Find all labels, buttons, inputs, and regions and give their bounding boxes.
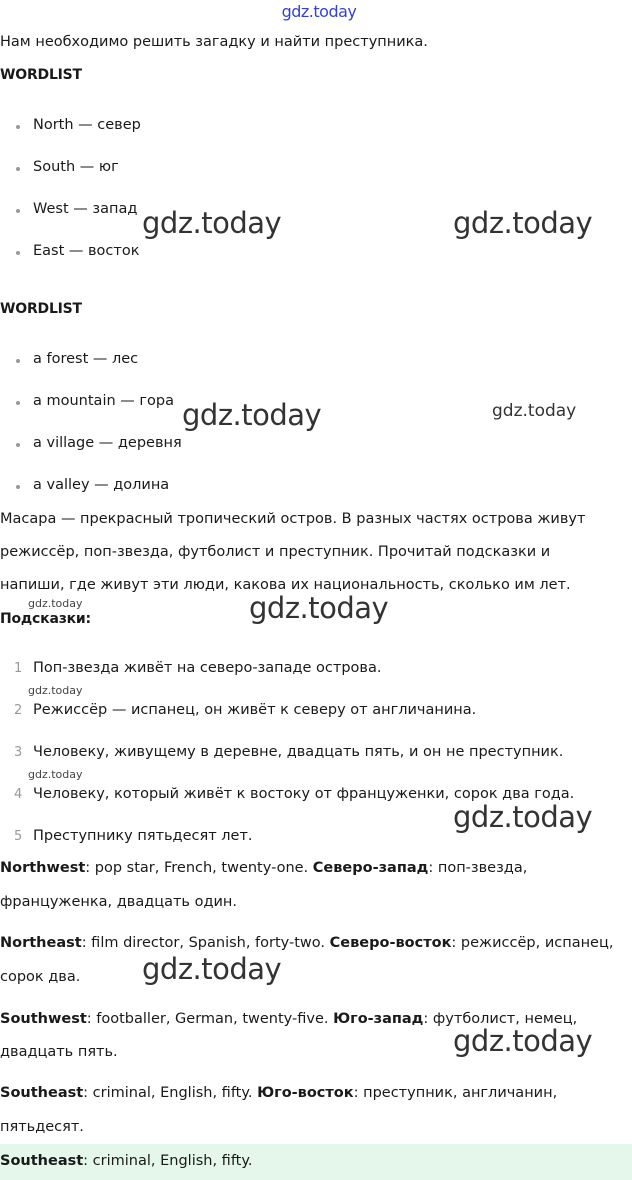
watermark: gdz.today <box>142 952 282 986</box>
watermark: gdz.today <box>28 684 83 697</box>
bullet-icon <box>16 359 20 363</box>
answer-text-ru: : режиссёр, испанец, <box>451 935 614 951</box>
final-answer-label: Southeast <box>0 1153 84 1169</box>
answer-line-2: француженка, двадцать один. <box>0 894 237 910</box>
answer-line-2: двадцать пять. <box>0 1044 118 1060</box>
answer-text-en: : footballer, German, twenty-five. <box>86 1011 334 1027</box>
answer-label-ru: Северо-восток <box>329 935 452 951</box>
watermark: gdz.today <box>453 206 593 240</box>
answer-text-en: : criminal, English, fifty. <box>83 1085 258 1101</box>
watermark: gdz.today <box>142 206 282 240</box>
answer-label-en: Southeast <box>0 1085 84 1101</box>
final-answer <box>0 1153 252 1169</box>
hint-item: Преступнику пятьдесят лет. <box>33 828 253 844</box>
answer-text-en: : film director, Spanish, forty-two. <box>81 935 330 951</box>
hint-item: Человеку, который живёт к востоку от француженки, сорок два года. <box>33 786 575 802</box>
wordlist-heading-2: WORDLIST <box>0 301 82 317</box>
task-line-3: напиши, где живут эти люди, какова их национальность, сколько им лет. <box>0 577 571 593</box>
watermark: gdz.today <box>453 800 593 834</box>
watermark: gdz.today <box>28 597 83 610</box>
wordlist-heading-1: WORDLIST <box>0 67 82 83</box>
answer-text-ru: : поп-звезда, <box>428 860 528 876</box>
answer-text-en: : pop star, French, twenty-one. <box>85 860 313 876</box>
answer-text-ru: : футболист, немец, <box>423 1011 578 1027</box>
hint-number: 4 <box>14 787 23 802</box>
hint-number: 5 <box>14 829 23 844</box>
hint-number: 3 <box>14 745 23 760</box>
bullet-icon <box>16 401 20 405</box>
intro-text: Нам необходимо решить загадку и найти преступника. <box>0 34 428 50</box>
bullet-icon <box>16 251 20 255</box>
site-logo[interactable]: gdz.today <box>281 2 357 21</box>
hint-item: Поп-звезда живёт на северо-западе острова. <box>33 660 382 676</box>
answer-label-en: Southwest <box>0 1011 87 1027</box>
hints-heading: Подсказки: <box>0 611 91 627</box>
answer-label-ru: Юго-восток <box>257 1085 354 1101</box>
answer-line-2: сорок два. <box>0 969 81 985</box>
bullet-icon <box>16 125 20 129</box>
answer-label-ru: Юго-запад <box>333 1011 424 1027</box>
hint-number: 1 <box>14 661 23 676</box>
answer-label-en: Northwest <box>0 860 86 876</box>
hint-number: 2 <box>14 703 23 718</box>
watermark: gdz.today <box>182 398 322 432</box>
answer-line-2: пятьдесят. <box>0 1119 84 1135</box>
task-line-2: режиссёр, поп-звезда, футболист и преступник. Прочитай подсказки и <box>0 544 551 560</box>
list-item: a village — деревня <box>33 435 182 451</box>
list-item: a valley — долина <box>33 477 170 493</box>
list-item: North — север <box>33 117 141 133</box>
bullet-icon <box>16 167 20 171</box>
watermark: gdz.today <box>249 591 389 625</box>
list-item: West — запад <box>33 201 138 217</box>
watermark: gdz.today <box>492 401 577 421</box>
bullet-icon <box>16 209 20 213</box>
answer-label-ru: Северо-запад <box>312 860 429 876</box>
hint-item: Человеку, живущему в деревне, двадцать пять, и он не преступник. <box>33 744 564 760</box>
final-answer-text: : criminal, English, fifty. <box>83 1153 253 1169</box>
watermark: gdz.today <box>28 768 83 781</box>
answer-text-ru: : преступник, англичанин, <box>353 1085 558 1101</box>
bullet-icon <box>16 443 20 447</box>
watermark: gdz.today <box>453 1024 593 1058</box>
list-item: a mountain — гора <box>33 393 174 409</box>
bullet-icon <box>16 485 20 489</box>
list-item: East — восток <box>33 243 140 259</box>
task-line-1: Масара — прекрасный тропический остров. В разных частях острова живут <box>0 511 586 527</box>
hint-item: Режиссёр — испанец, он живёт к северу от англичанина. <box>33 702 477 718</box>
list-item: South — юг <box>33 159 119 175</box>
answer-label-en: Northeast <box>0 935 82 951</box>
list-item: a forest — лес <box>33 351 139 367</box>
